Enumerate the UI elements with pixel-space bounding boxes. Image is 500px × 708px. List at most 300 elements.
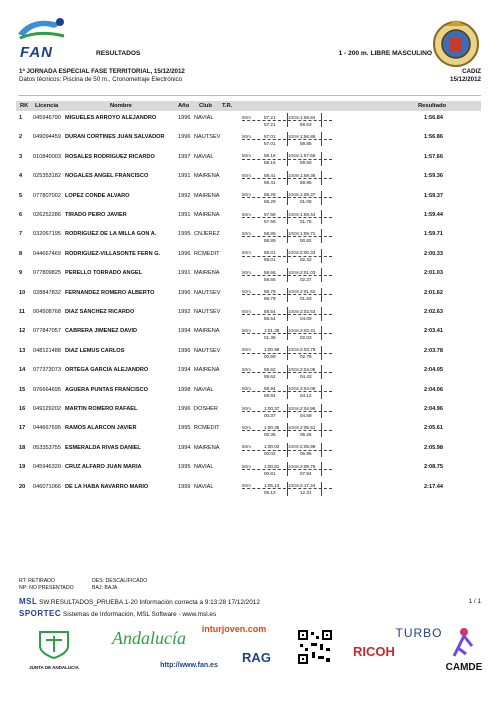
split-tick (287, 462, 288, 476)
partial-100: 59.63 (300, 121, 312, 127)
licencia: 046071066 (33, 483, 61, 490)
inturjoven-logo: inturjoven.com (201, 624, 267, 634)
result-time: 2:04.05 (424, 367, 443, 374)
split-tick (287, 385, 288, 399)
header-divider (18, 95, 481, 96)
split-50: 1:00.02 (264, 444, 280, 450)
split-times (242, 385, 332, 404)
result-time: 2:04.96 (424, 406, 443, 412)
partial-100: 00.82 (300, 237, 312, 243)
partial-100: 04.12 (300, 393, 312, 399)
split-50: 57.21 (264, 114, 276, 120)
split-times (242, 132, 332, 151)
sponsor-strip (14, 622, 486, 704)
birth-year: 1994 (178, 328, 191, 335)
licencia: 032067195 (33, 231, 61, 238)
split-100: 2:03.41 (300, 327, 316, 333)
result-time: 2:01.03 (424, 270, 443, 277)
split-label-50: 50m (242, 347, 251, 353)
club: NAVIAL (194, 483, 214, 490)
split-100: 1:59.44 (300, 211, 316, 217)
swimmer-name: DURAN CORTINES JUAN SALVADOR (65, 134, 165, 141)
partial-100: 01.83 (300, 296, 312, 302)
split-label-100: 100m (288, 444, 300, 450)
result-time: 2:05.61 (424, 425, 443, 432)
split-tick (321, 249, 322, 263)
swimmer-name: RAMOS ALARCON JAVIER (65, 425, 137, 432)
split-tick (287, 191, 288, 205)
licencia: 077807002 (33, 192, 61, 199)
partial-50: 59.94 (264, 393, 276, 399)
table-row (16, 268, 481, 287)
table-row (16, 307, 481, 326)
licencia: 044667469 (33, 250, 61, 257)
result-time: 2:05.98 (424, 444, 443, 451)
split-tick (321, 152, 322, 166)
page-number: 1 / 1 (468, 598, 481, 605)
split-50: 1:01.38 (264, 327, 280, 333)
partial-50: 00.02 (264, 451, 276, 457)
meet-date: 15/12/2012 (450, 76, 481, 83)
split-tick (287, 482, 288, 496)
split-label-50: 50m (242, 133, 251, 139)
split-times (242, 423, 332, 442)
split-label-50: 50m (242, 250, 251, 256)
birth-year: 1995 (178, 464, 191, 471)
legend-descalificado: DES: DESCALIFICADO (92, 578, 148, 584)
turbo-logo: TURBO (395, 626, 443, 640)
split-tick (321, 346, 322, 360)
split-times (242, 152, 332, 171)
partial-100: 05.26 (300, 431, 312, 437)
swimmer-name: CABRERA JIMENEZ DAVID (65, 328, 138, 335)
split-tick (287, 307, 288, 321)
licencia: 077809825 (33, 270, 61, 277)
split-50: 58.54 (264, 308, 276, 314)
split-label-50: 50m (242, 405, 251, 411)
company-line (19, 609, 216, 618)
rank: 11 (19, 309, 25, 315)
split-50: 57.68 (264, 211, 276, 217)
split-50: 59.62 (264, 366, 276, 372)
split-100: 2:04.05 (300, 366, 316, 372)
licencia: 045946320 (33, 464, 61, 471)
split-tick (321, 113, 322, 127)
split-tick (321, 191, 322, 205)
meet-title: 1ª JORNADA ESPECIAL FASE TERRITORIAL, 15/12/2012 (19, 68, 185, 75)
licencia: 053353755 (33, 444, 61, 451)
split-tick (321, 171, 322, 185)
birth-year: 1994 (178, 444, 191, 451)
swimmer-name: MIGUELES ARROYO ALEJANDRO (65, 115, 157, 121)
split-times (242, 249, 332, 268)
split-100: 2:03.78 (300, 347, 316, 353)
table-row (16, 191, 481, 210)
split-label-100: 100m (288, 366, 300, 372)
split-times (242, 229, 332, 248)
split-tick (321, 404, 322, 418)
partial-50: 05.13 (264, 490, 276, 496)
partial-50: 59.79 (264, 296, 276, 302)
split-tick (321, 210, 322, 224)
split-50: 1:00.37 (264, 405, 280, 411)
split-50: 59.79 (264, 289, 276, 295)
split-times (242, 113, 332, 132)
birth-year: 1992 (178, 192, 191, 199)
partial-50: 57.21 (264, 121, 276, 127)
junta-shield-icon (36, 630, 72, 660)
result-time: 2:03.41 (424, 328, 443, 335)
split-tick (321, 229, 322, 243)
partial-50: 00.99 (264, 354, 276, 360)
licencia: 077847057 (33, 328, 61, 335)
rank: 9 (19, 270, 23, 277)
split-tick (321, 132, 322, 146)
table-row (16, 132, 481, 151)
split-tick (287, 288, 288, 302)
licencia: 010840003 (33, 153, 61, 160)
rank: 12 (19, 328, 26, 335)
split-tick (321, 462, 322, 476)
table-row (16, 443, 481, 462)
partial-100: 02.32 (300, 257, 312, 263)
club: MAIRENA (194, 328, 220, 335)
rank: 10 (19, 289, 26, 296)
split-100: 2:02.63 (300, 308, 316, 314)
swimmer-name: ROSALES RODRIGUEZ RICARDO (65, 153, 155, 160)
split-label-100: 100m (288, 172, 300, 178)
split-label-50: 50m (242, 230, 251, 236)
rank: 15 (19, 386, 26, 393)
result-time: 2:01.62 (424, 289, 443, 296)
cadiz-crest-icon (432, 18, 480, 70)
split-100: 2:05.98 (300, 444, 316, 450)
licencia: 076664695 (33, 386, 61, 393)
split-100: 2:00.33 (300, 250, 316, 256)
swimmer-name: RODRIGUEZ DE LA MILLA GON A. (65, 231, 157, 238)
split-tick (321, 385, 322, 399)
table-row (16, 152, 481, 171)
split-50: 1:00.81 (264, 463, 280, 469)
split-tick (287, 229, 288, 243)
rank: 4 (19, 173, 23, 180)
split-tick (287, 210, 288, 224)
split-label-50: 50m (242, 114, 251, 120)
company-info: Sistemas de Información, MSL Software - www.msl.es (62, 611, 217, 618)
split-tick (287, 152, 288, 166)
licencia: 077373073 (33, 367, 61, 374)
split-tick (287, 268, 288, 282)
rank: 14 (19, 367, 26, 374)
result-time: 1:59.36 (424, 173, 443, 180)
rank: 6 (19, 212, 23, 218)
partial-50: 01.38 (264, 334, 276, 340)
birth-year: 1996 (178, 289, 191, 296)
split-label-100: 100m (288, 327, 300, 333)
ricoh-logo: RICOH (353, 644, 395, 659)
split-times (242, 443, 332, 462)
split-label-50: 50m (242, 327, 251, 333)
col-rk: RK (20, 102, 29, 109)
club: RCMEDIT (194, 250, 220, 257)
split-tick (287, 365, 288, 379)
col-club: Club (199, 102, 212, 109)
club: NAUTSEV (194, 289, 221, 296)
split-100: 1:59.36 (300, 172, 316, 178)
partial-100: 02.79 (300, 354, 312, 360)
split-label-100: 100m (288, 347, 300, 353)
split-label-100: 100m (288, 269, 300, 275)
club: NAVIAL (194, 386, 214, 393)
swimmer-name: AGUERA PUNTAS FRANCISCO (65, 386, 148, 393)
split-100: 2:01.03 (300, 269, 316, 275)
licencia: 049129202 (33, 406, 61, 412)
table-row (16, 385, 481, 404)
licencia: 045946790 (33, 115, 61, 121)
swimmer-name: TIRADO PEIRO JAVIER (65, 212, 127, 218)
partial-50: 57.01 (264, 140, 276, 146)
split-50: 1:05.13 (264, 483, 280, 489)
result-time: 2:08.75 (424, 464, 443, 471)
split-tick (321, 365, 322, 379)
partial-50: 58.54 (264, 315, 276, 321)
split-tick (287, 249, 288, 263)
split-label-100: 100m (288, 114, 300, 120)
birth-year: 1996 (178, 347, 191, 354)
split-tick (287, 404, 288, 418)
split-100: 2:04.06 (300, 386, 316, 392)
split-50: 58.16 (264, 153, 276, 159)
licencia: 025353182 (33, 173, 61, 180)
partial-100: 04.09 (300, 315, 312, 321)
result-time: 2:02.63 (424, 309, 443, 315)
licencia: 004508768 (33, 309, 61, 315)
birth-year: 1999 (178, 483, 191, 490)
result-time: 2:00.33 (424, 250, 443, 257)
split-label-100: 100m (288, 192, 300, 198)
licencia: 048121488 (33, 347, 61, 354)
partial-50: 58.16 (264, 160, 276, 166)
split-100: 2:08.75 (300, 463, 316, 469)
birth-year: 1995 (178, 231, 191, 238)
licencia: 026252286 (33, 212, 61, 218)
col-licencia: Licencia (35, 102, 59, 109)
result-time: 2:17.44 (424, 483, 443, 490)
partial-100: 01.76 (300, 218, 312, 224)
split-100: 2:04.96 (300, 405, 316, 411)
split-label-50: 50m (242, 153, 251, 159)
camde-figure-icon (444, 626, 484, 658)
legend-left (19, 578, 74, 591)
split-50: 59.94 (264, 386, 276, 392)
swimmer-name: NOGALES ANGEL FRANCISCO (65, 173, 149, 180)
rank: 16 (19, 406, 26, 412)
col-ano: Año (178, 102, 190, 109)
birth-year: 1997 (178, 153, 191, 160)
birth-year: 1994 (178, 367, 191, 374)
birth-year: 1996 (178, 250, 191, 257)
club: NAUTSEV (194, 134, 221, 141)
partial-50: 00.37 (264, 412, 276, 418)
split-times (242, 268, 332, 287)
table-row (16, 288, 481, 307)
swimmer-name: ORTEGA GARCIA ALEJANDRO (65, 367, 149, 374)
table-row (16, 404, 481, 423)
split-tick (287, 326, 288, 340)
split-times (242, 365, 332, 384)
partial-50: 59.41 (264, 179, 276, 185)
split-label-50: 50m (242, 463, 251, 469)
rank: 1 (19, 115, 23, 121)
table-row (16, 365, 481, 384)
split-times (242, 346, 332, 365)
result-time: 1:56.86 (424, 134, 443, 141)
split-50: 59.41 (264, 172, 276, 178)
partial-100: 02.37 (300, 276, 312, 282)
table-row (16, 229, 481, 248)
report-line (19, 597, 260, 606)
rank: 3 (19, 153, 23, 160)
col-resultado: Resultado (418, 102, 447, 109)
swimmer-name: MARTIN ROMERO RAFAEL (65, 406, 138, 412)
split-times (242, 482, 332, 501)
split-50: 57.01 (264, 133, 276, 139)
split-tick (287, 423, 288, 437)
birth-year: 1996 (178, 406, 191, 412)
split-100: 1:56.86 (300, 133, 316, 139)
split-label-100: 100m (288, 289, 300, 295)
qr-code-icon (296, 628, 334, 666)
rank: 13 (19, 347, 26, 354)
legend-right (92, 578, 147, 591)
fan-logo (14, 14, 70, 70)
split-tick (321, 307, 322, 321)
split-label-100: 100m (288, 386, 300, 392)
split-times (242, 307, 332, 326)
split-50: 58.89 (264, 230, 276, 236)
split-label-100: 100m (288, 424, 300, 430)
partial-50: 00.81 (264, 470, 276, 476)
meet-info: Datos técnicos: Piscina de 50 m., Cronometraje Electrónico (19, 76, 183, 83)
licencia: 049094459 (33, 134, 61, 141)
rank: 17 (19, 425, 26, 432)
split-100: 1:56.84 (300, 114, 316, 120)
partial-100: 59.85 (300, 140, 312, 146)
result-time: 1:59.37 (424, 192, 443, 199)
split-label-50: 50m (242, 192, 251, 198)
event-title: 1 - 200 m. LIBRE MASCULINO (338, 50, 432, 57)
club: NAVIAL (194, 115, 214, 121)
result-time: 1:57.66 (424, 153, 443, 160)
split-times (242, 171, 332, 190)
rag-logo: RAG (242, 650, 271, 665)
split-tick (321, 482, 322, 496)
legend-no-presentado: NP: NO PRESENTADO (19, 584, 74, 591)
fan-url: http://www.fan.es (160, 662, 218, 669)
club: MAIRENA (194, 192, 220, 199)
rank: 8 (19, 250, 23, 257)
split-50: 58.01 (264, 250, 276, 256)
rank: 19 (19, 464, 26, 471)
split-times (242, 288, 332, 307)
swimmer-name: PERELLO TORRADO ANGEL (65, 270, 143, 277)
split-label-50: 50m (242, 172, 251, 178)
partial-100: 01.08 (300, 199, 312, 205)
swimmer-name: FERNANDEZ ROMERO ALBERTO (65, 289, 155, 296)
table-row (16, 171, 481, 190)
club: RCMEDIT (194, 425, 220, 432)
split-50: 1:00.99 (264, 347, 280, 353)
club: NAVIAL (194, 464, 214, 471)
birth-year: 1996 (178, 115, 191, 121)
result-time: 2:04.06 (424, 386, 443, 393)
partial-50: 00.35 (264, 431, 276, 437)
birth-year: 1995 (178, 425, 191, 432)
camde-logo: CAMDE (445, 662, 483, 673)
club: MAIRENA (194, 444, 220, 451)
meet-location: CADIZ (462, 68, 481, 75)
partial-100: 04.59 (300, 412, 312, 418)
swimmer-name: DIAZ LEMUS CARLOS (65, 347, 125, 354)
club: MAIRENA (194, 270, 220, 277)
club: NAVIAL (194, 153, 214, 160)
partial-50: 58.66 (264, 276, 276, 282)
table-row (16, 113, 481, 132)
club: NAUTSEV (194, 309, 221, 315)
report-info: SW.RESULTADOS_PRUEBA.1-20 Información correcta a 9:13:28 17/12/2012 (39, 599, 260, 606)
table-row (16, 462, 481, 481)
swimmer-name: RODRIGUEZ-VILLASONTE FERN G. (65, 250, 161, 257)
fan-logo-text: FAN (20, 44, 53, 61)
split-100: 1:57.66 (300, 153, 316, 159)
result-time: 1:59.44 (424, 212, 443, 218)
split-label-100: 100m (288, 230, 300, 236)
msl-logo: MSL (19, 597, 38, 606)
rank: 20 (19, 483, 26, 490)
split-100: 2:17.44 (300, 483, 316, 489)
split-label-50: 50m (242, 308, 251, 314)
split-tick (287, 171, 288, 185)
partial-100: 59.50 (300, 160, 312, 166)
split-times (242, 404, 332, 423)
club: NAUTSEV (194, 347, 221, 354)
swimmer-name: DIAZ SÁNCHEZ RICARDO (65, 309, 135, 315)
split-times (242, 191, 332, 210)
legend-retirado: RT: RETIRADO (19, 578, 55, 584)
birth-year: 1996 (178, 134, 191, 141)
split-tick (287, 443, 288, 457)
split-tick (321, 326, 322, 340)
swimmer-icon (14, 14, 70, 44)
split-times (242, 326, 332, 345)
partial-100: 05.96 (300, 451, 312, 457)
split-tick (321, 268, 322, 282)
split-label-100: 100m (288, 211, 300, 217)
club: CNJEREZ (194, 231, 220, 238)
table-row (16, 210, 481, 229)
result-time: 1:59.71 (424, 231, 443, 238)
partial-50: 58.29 (264, 199, 276, 205)
split-label-100: 100m (288, 308, 300, 314)
col-tr: T.R. (222, 102, 233, 109)
sportec-logo: SPORTEC (19, 609, 62, 618)
split-label-100: 100m (288, 133, 300, 139)
split-label-50: 50m (242, 386, 251, 392)
rank: 5 (19, 192, 23, 199)
split-label-50: 50m (242, 366, 251, 372)
birth-year: 1991 (178, 270, 191, 277)
birth-year: 1998 (178, 386, 191, 393)
